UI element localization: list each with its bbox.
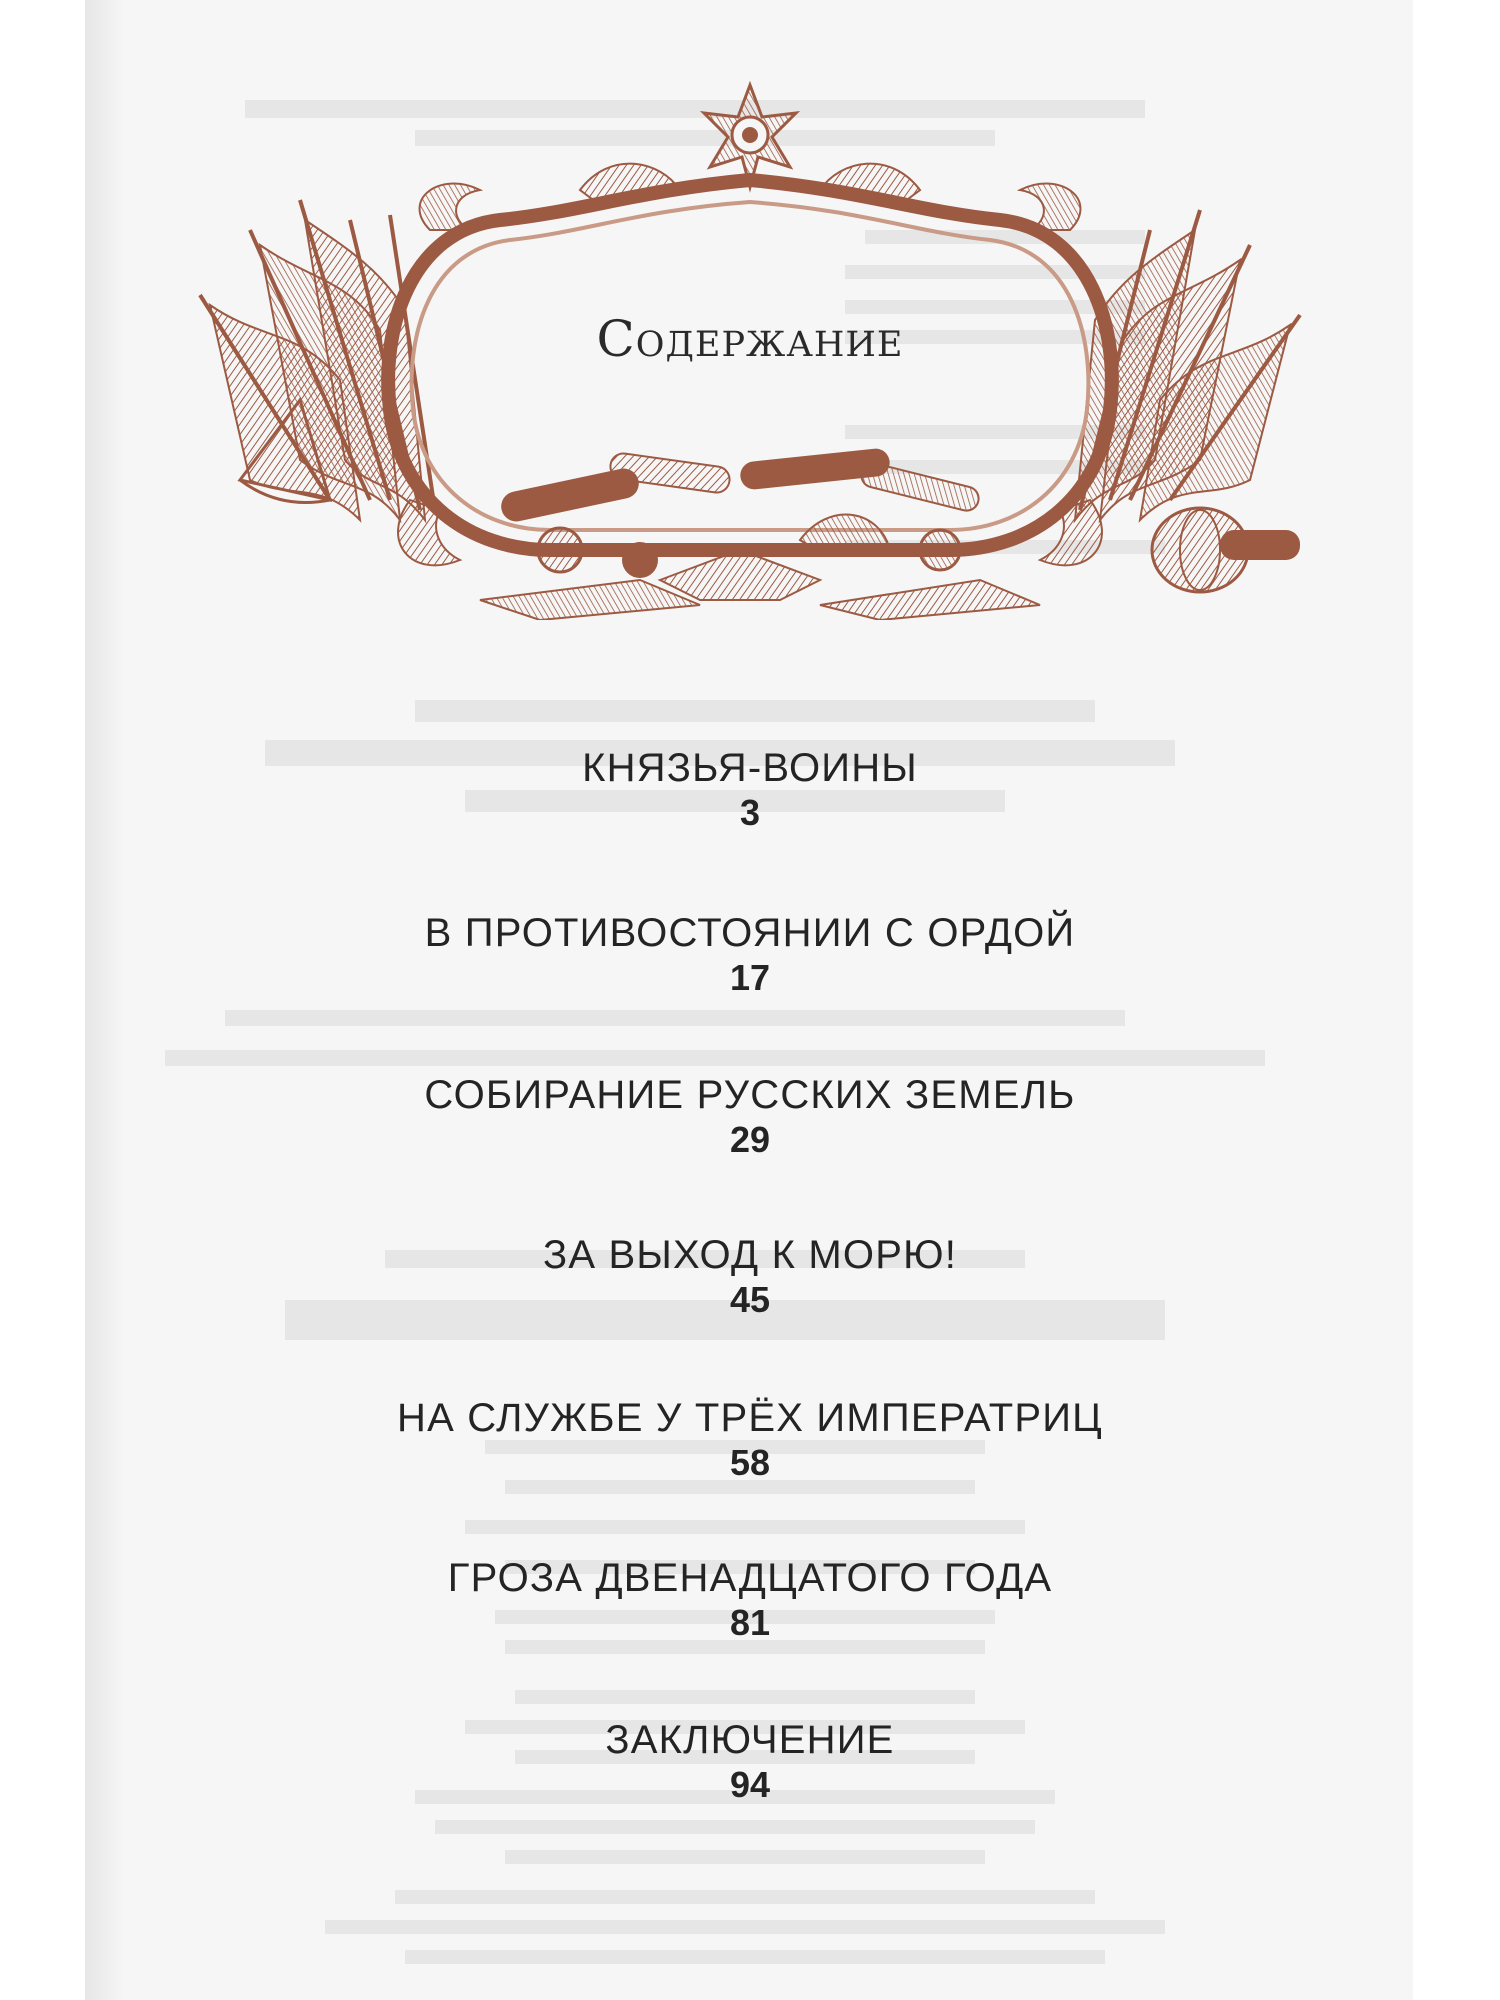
page-title: Содержание <box>596 310 904 368</box>
toc-page-number: 45 <box>729 1279 771 1320</box>
toc-page-number: 58 <box>729 1442 771 1483</box>
toc-page-number: 3 <box>739 792 761 833</box>
toc-chapter-title: ЗА ВЫХОД К МОРЮ! <box>542 1233 958 1277</box>
toc-page-number: 29 <box>729 1119 771 1160</box>
toc-chapter-title: СОБИРАНИЕ РУССКИХ ЗЕМЕЛЬ <box>424 1073 1076 1117</box>
toc-page-number: 94 <box>729 1764 771 1805</box>
toc-entry[interactable] <box>0 1395 1500 1485</box>
star-medallion-icon <box>704 85 796 187</box>
toc-entry[interactable] <box>0 1555 1500 1645</box>
toc-entry[interactable] <box>0 745 1500 835</box>
page-margin <box>1413 0 1500 2000</box>
toc-page-number: 17 <box>729 957 771 998</box>
trophies-icon <box>480 447 1040 620</box>
toc-entry[interactable] <box>0 1232 1500 1322</box>
toc-chapter-title: ЗАКЛЮЧЕНИЕ <box>605 1718 895 1762</box>
toc-chapter-title: НА СЛУЖБЕ У ТРЁХ ИМПЕРАТРИЦ <box>397 1396 1103 1440</box>
toc-chapter-title: ГРОЗА ДВЕНАДЦАТОГО ГОДА <box>447 1556 1053 1600</box>
toc-entry[interactable] <box>0 910 1500 1000</box>
toc-chapter-title: КНЯЗЬЯ-ВОИНЫ <box>582 746 918 790</box>
page-gutter-shadow <box>85 0 125 2000</box>
toc-entry[interactable] <box>0 1717 1500 1807</box>
toc-chapter-title: В ПРОТИВОСТОЯНИИ С ОРДОЙ <box>424 911 1076 955</box>
toc-page-number: 81 <box>729 1602 771 1643</box>
toc-entry[interactable] <box>0 1072 1500 1162</box>
cannon-icon <box>1220 530 1300 560</box>
